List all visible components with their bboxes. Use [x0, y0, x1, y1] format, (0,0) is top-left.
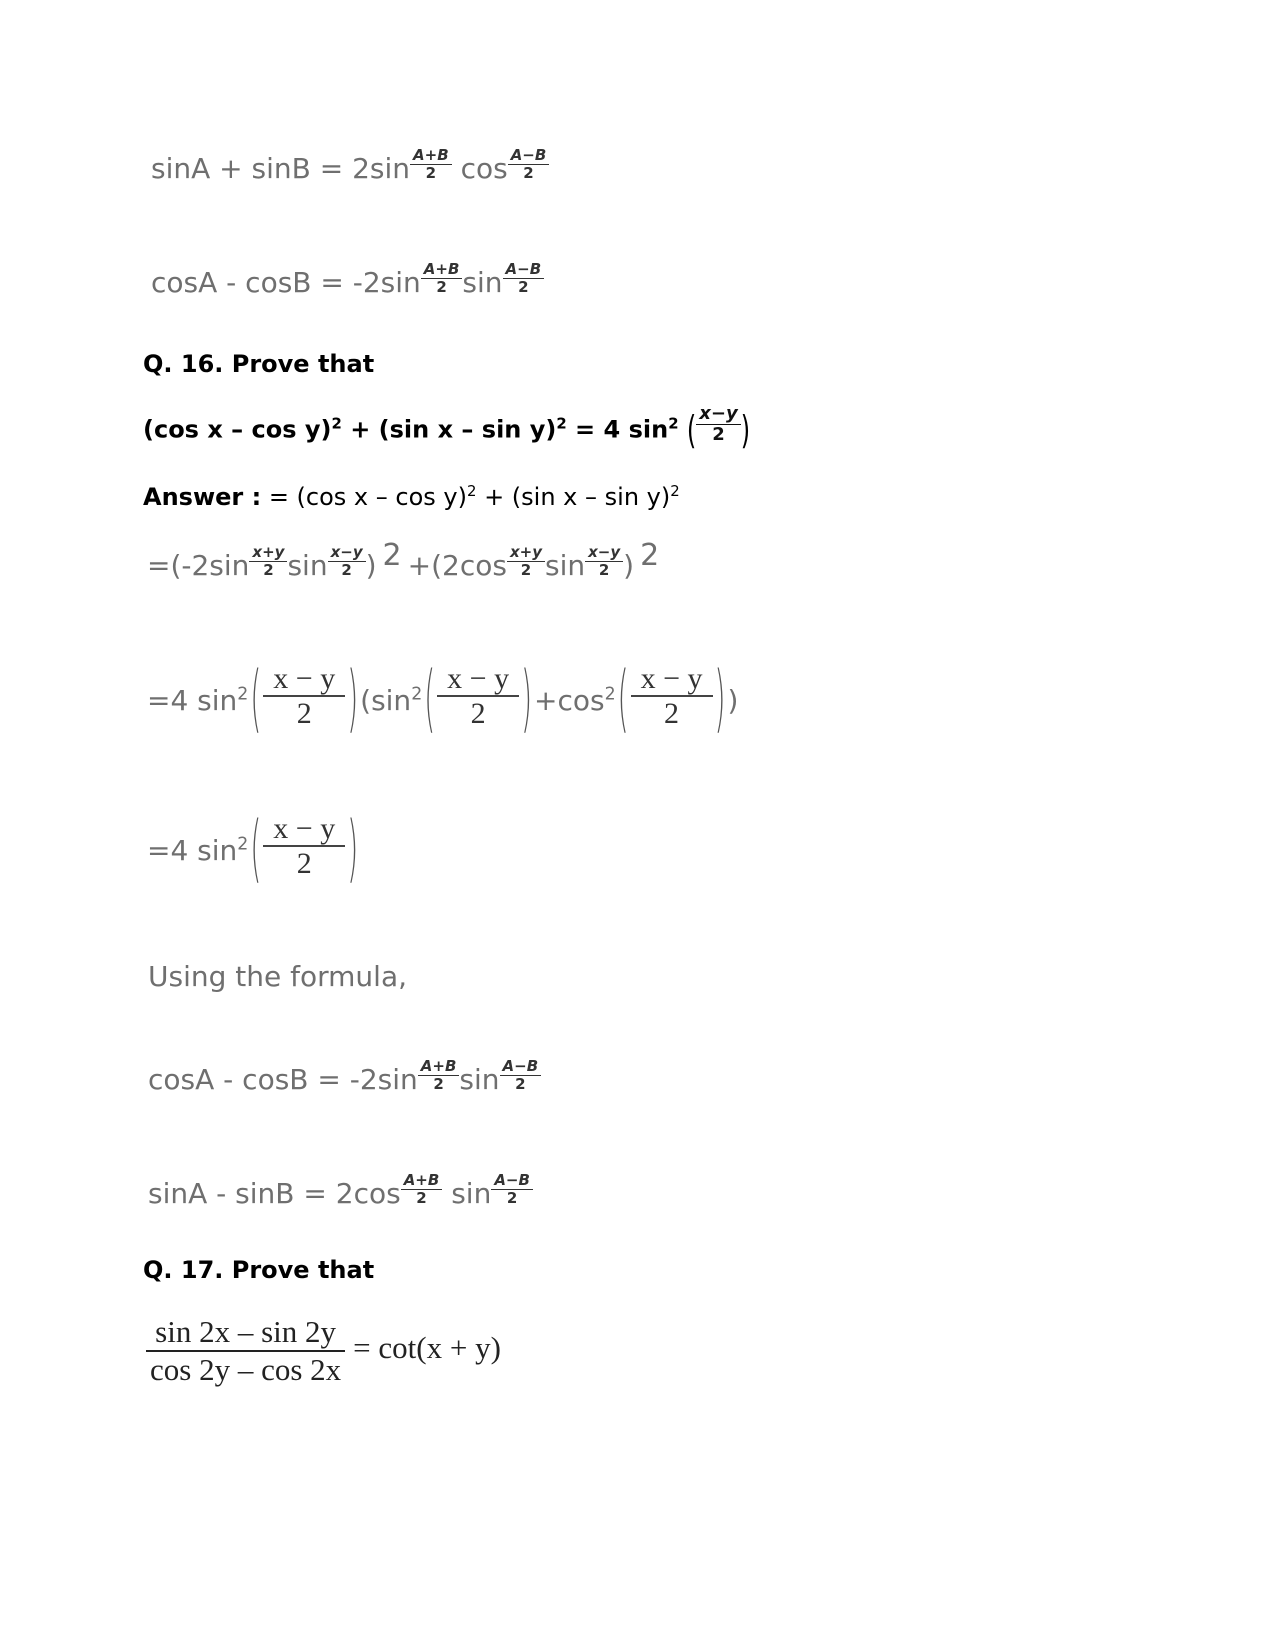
- question-16-statement: (cos x – cos y)$^2$ + (sin x – sin y)$^2$ = 4 $\sin^2$ ( $\frac{x-y}{2}$ ): [143, 403, 751, 453]
- fraction: $\frac{A-B}{2}$: [491, 1172, 533, 1206]
- formula-difference-of-cosines-2: cosA - cosB = -2sin $\frac{A+B}{2}$ sin $\frac{A-B}{2}$: [148, 1063, 541, 1098]
- formula-difference-of-sines: sinA - sinB = 2cos $\frac{A+B}{2}$ sin $\frac{A-B}{2}$: [148, 1177, 533, 1212]
- fraction: $\frac{x+y}{2}$: [507, 544, 545, 578]
- formula-difference-of-cosines: cosA - cosB = -2sin $\frac{A+B}{2}$ sin $\frac{A-B}{2}$: [151, 266, 544, 301]
- question-16-heading: Q. 16. Prove that: [143, 350, 375, 378]
- solution-step-2: =4 $\sin^2$( $\frac{x - y}{2}$ )($\sin^2$( $\frac{x - y}{2}$ )$+\cos^2$( $\frac{x - y}{2}$ )): [147, 655, 739, 741]
- fraction: $\frac{x - y}{2}$: [631, 662, 713, 730]
- fraction: $\frac{x-y}{2}$: [696, 404, 740, 445]
- solution-step-1: =(-2sin $\frac{x+y}{2}$ sin $\frac{x-y}{2}$ ) 2 +(2cos $\frac{x+y}{2}$ sin $\frac{x-y}{2}$ ) 2: [147, 538, 660, 582]
- fraction: $\frac{\sin 2x - \sin 2y}{\cos 2y - \cos 2x}$: [146, 1314, 345, 1388]
- fraction: $\frac{A-B}{2}$: [500, 1058, 542, 1092]
- fraction: $\frac{x+y}{2}$: [249, 544, 287, 578]
- fraction: $\frac{A+B}{2}$: [421, 261, 463, 295]
- fraction: $\frac{A+B}{2}$: [401, 1172, 443, 1206]
- fraction: $\frac{A+B}{2}$: [410, 147, 452, 181]
- solution-step-3: =4 $\sin^2$( $\frac{x - y}{2}$ ): [147, 805, 359, 891]
- fraction: $\frac{A-B}{2}$: [508, 147, 550, 181]
- fraction: $\frac{x - y}{2}$: [263, 662, 345, 730]
- fraction: $\frac{x - y}{2}$: [263, 812, 345, 880]
- fraction: $\frac{x-y}{2}$: [328, 544, 366, 578]
- question-17-statement: $\frac{\sin 2x - \sin 2y}{\cos 2y - \cos 2x}$ = cot(x + y): [146, 1314, 501, 1388]
- answer-16-line: Answer : = (cos x – cos y)$^2$ + (sin x – sin y)$^2$: [143, 482, 680, 511]
- fraction: $\frac{A-B}{2}$: [503, 261, 545, 295]
- fraction: $\frac{x - y}{2}$: [437, 662, 519, 730]
- using-formula-text: Using the formula,: [148, 960, 407, 993]
- answer-label: Answer :: [143, 483, 262, 511]
- fraction: $\frac{A+B}{2}$: [418, 1058, 460, 1092]
- formula-sum-of-sines: sinA + sinB = 2sin $\frac{A+B}{2}$ cos $\frac{A-B}{2}$: [151, 152, 549, 187]
- fraction: $\frac{x-y}{2}$: [585, 544, 623, 578]
- question-17-heading: Q. 17. Prove that: [143, 1256, 375, 1284]
